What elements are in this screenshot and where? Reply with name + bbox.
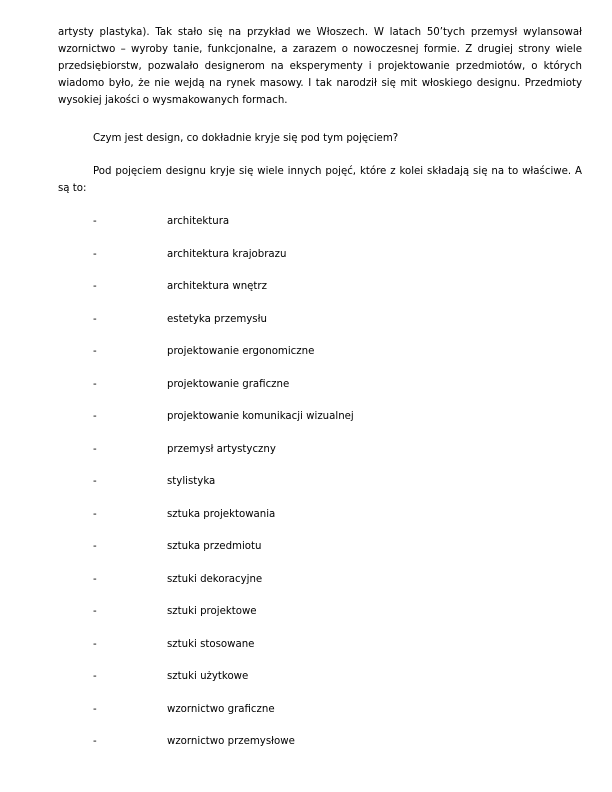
list-dash: - bbox=[93, 248, 97, 260]
term-text: projektowanie komunikacji wizualnej bbox=[167, 411, 354, 422]
list-dash: - bbox=[93, 606, 97, 617]
list-dash: - bbox=[93, 573, 97, 585]
list-dash: - bbox=[93, 703, 97, 715]
term-text: sztuki dekoracyjne bbox=[167, 573, 263, 585]
list-dash: - bbox=[93, 378, 97, 390]
term-text: stylistyka bbox=[167, 476, 216, 487]
list-dash: - bbox=[93, 216, 97, 227]
list-item bbox=[0, 604, 612, 620]
term-text: architektura krajobrazu bbox=[167, 248, 287, 260]
list-dash: - bbox=[93, 541, 97, 552]
list-dash: - bbox=[93, 476, 97, 487]
term-text: wzornictwo graficzne bbox=[167, 703, 275, 715]
paragraph-intro-history: artysty plastyka). Tak stało się na przykład we Włoszech. W latach 50’tych przemysł wylansował wzornictwo – wyroby tanie, funkcjonalne, a zarazem o nowoczesnej formie. Z drugiej strony wiele przedsiębiorstw, pozwalało designerom na eksperymenty i projektowanie przedmiotów, o których wiadomo było, że nie wejdą na rynek masowy. I tak narodził się mit włoskiego designu. Przedmioty wysokiej jakości o wysmakowanych formach. bbox=[58, 27, 582, 106]
paragraph-list-intro: Pod pojęciem designu kryje się wiele innych pojęć, które z kolei składają się na to właściwe. A są to: bbox=[58, 166, 582, 194]
term-text: przemysł artystyczny bbox=[167, 443, 276, 455]
list-item bbox=[0, 214, 612, 230]
list-item bbox=[0, 377, 612, 393]
term-text: architektura bbox=[167, 216, 230, 227]
list-dash: - bbox=[93, 411, 97, 422]
term-text: sztuki stosowane bbox=[167, 638, 255, 650]
list-dash: - bbox=[93, 443, 97, 455]
list-dash: - bbox=[93, 346, 97, 357]
list-item bbox=[0, 572, 612, 588]
term-text: sztuki użytkowe bbox=[167, 671, 249, 682]
list-item bbox=[0, 279, 612, 295]
list-dash: - bbox=[93, 313, 97, 325]
term-text: sztuka projektowania bbox=[167, 508, 276, 520]
term-text: sztuka przedmiotu bbox=[167, 541, 262, 552]
list-dash: - bbox=[93, 671, 97, 682]
list-item bbox=[0, 442, 612, 458]
list-item bbox=[0, 344, 612, 360]
list-dash: - bbox=[93, 508, 97, 520]
list-item bbox=[0, 734, 612, 750]
paragraph-question: Czym jest design, co dokładnie kryje się pod tym pojęciem? bbox=[93, 133, 399, 144]
list-item bbox=[0, 702, 612, 718]
term-text: wzornictwo przemysłowe bbox=[167, 736, 295, 747]
term-text: sztuki projektowe bbox=[167, 606, 257, 617]
term-text: estetyka przemysłu bbox=[167, 313, 267, 325]
list-item bbox=[0, 247, 612, 263]
list-dash: - bbox=[93, 281, 97, 292]
list-dash: - bbox=[93, 638, 97, 650]
list-item bbox=[0, 507, 612, 523]
list-item bbox=[0, 539, 612, 555]
list-item bbox=[0, 312, 612, 328]
list-item bbox=[0, 409, 612, 425]
list-item bbox=[0, 669, 612, 685]
term-text: projektowanie graficzne bbox=[167, 378, 290, 390]
term-text: projektowanie ergonomiczne bbox=[167, 346, 315, 357]
list-item bbox=[0, 474, 612, 490]
term-text: architektura wnętrz bbox=[167, 281, 267, 292]
list-dash: - bbox=[93, 736, 97, 747]
list-item bbox=[0, 637, 612, 653]
